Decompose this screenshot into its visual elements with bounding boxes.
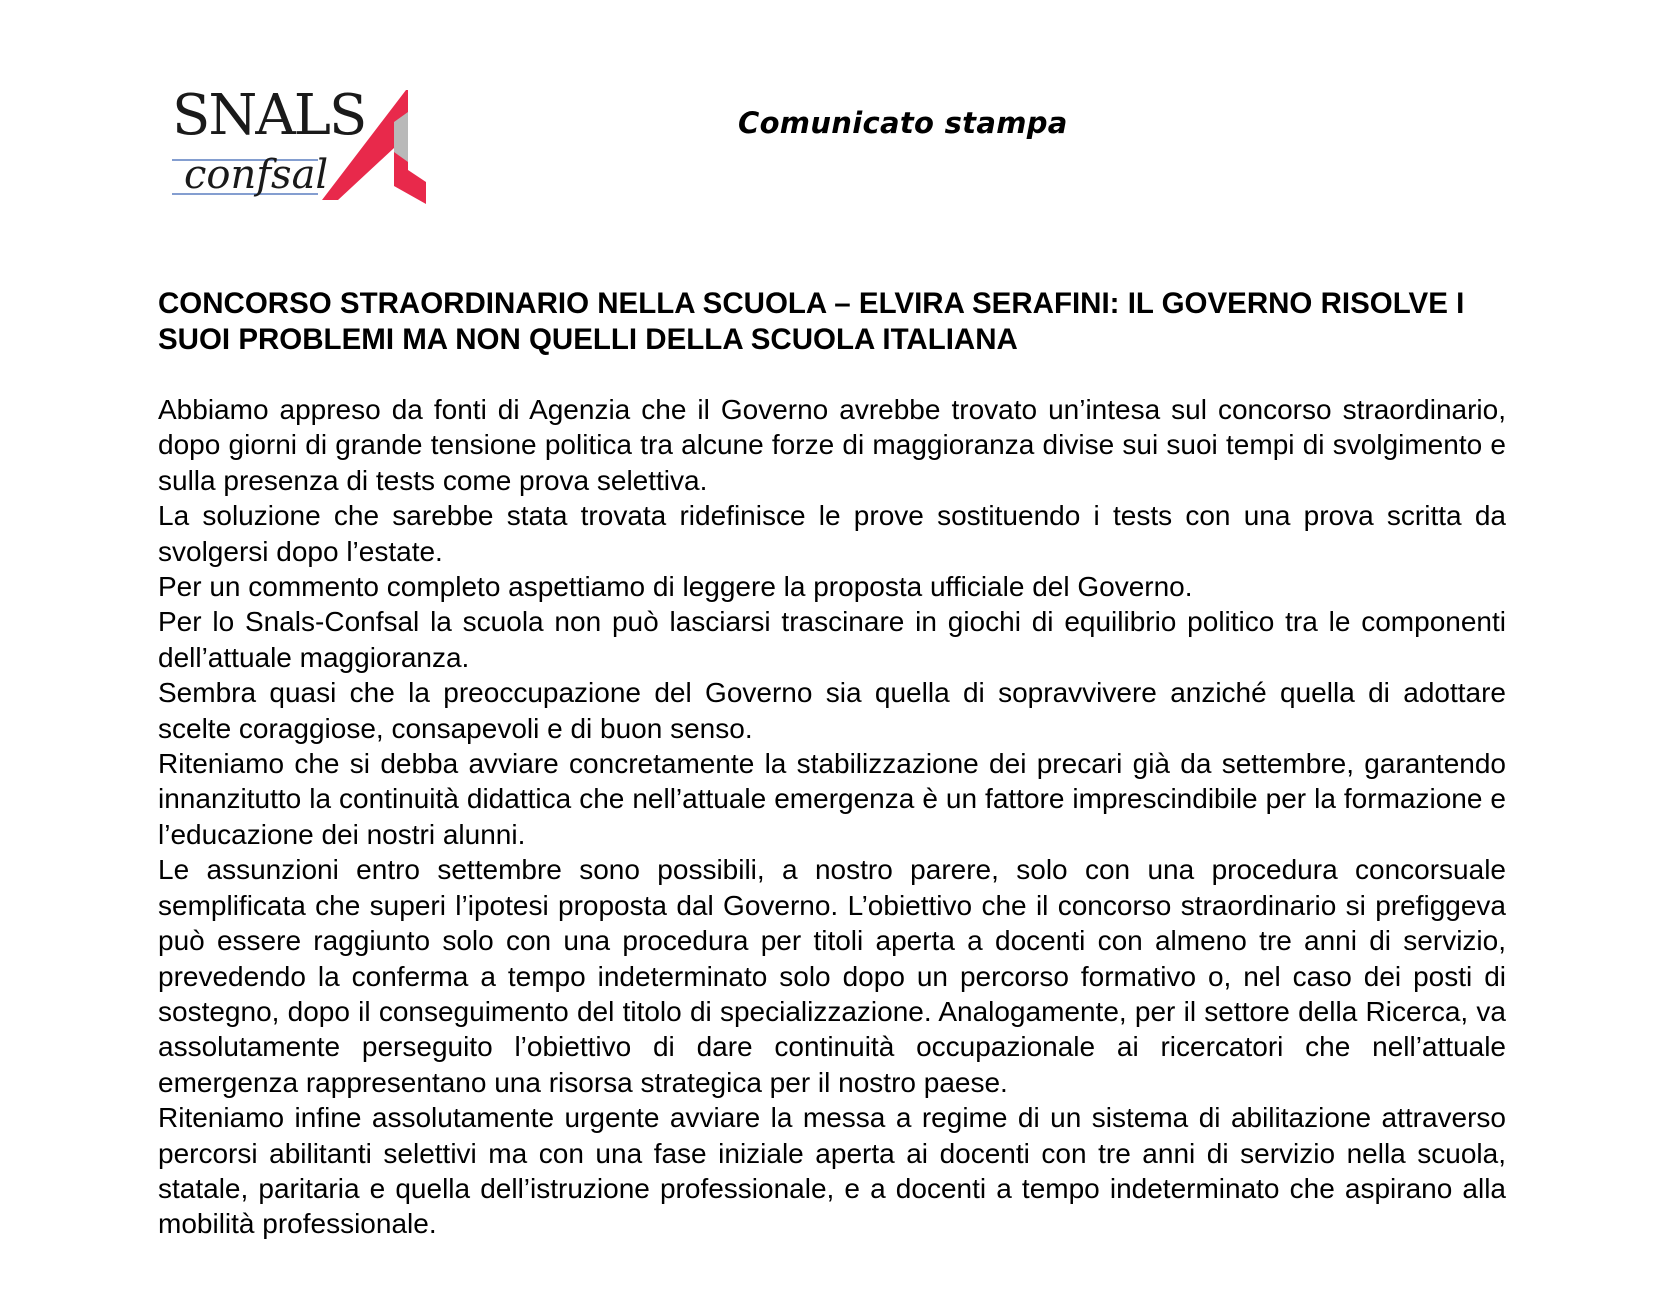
- press-release-body: [158, 392, 1506, 1242]
- body-paragraph: Sembra quasi che la preoccupazione del Governo sia quella di sopravvivere anziché quella di adottare scelte coraggiose, consapevoli e di buon senso.: [158, 677, 1506, 744]
- body-paragraph: La soluzione che sarebbe stata trovata ridefinisce le prove sostituendo i tests con una prova scritta da svolgersi dopo l’estate.: [158, 500, 1506, 567]
- press-release-headline: CONCORSO STRAORDINARIO NELLA SCUOLA – ELVIRA SERAFINI: IL GOVERNO RISOLVE I SUOI PROBLEMI MA NON QUELLI DELLA SCUOLA ITALIANA: [158, 287, 1465, 356]
- body-paragraph: Le assunzioni entro settembre sono possibili, a nostro parere, solo con una procedura concorsuale semplificata che superi l’ipotesi proposta dal Governo. L’obiettivo che il concorso straordinario si prefiggeva può essere raggiunto solo con una procedura per titoli aperta a docenti con almeno tre anni di servizio, prevedendo la conferma a tempo indeterminato solo dopo un percorso formativo o, nel caso dei posti di sostegno, dopo il conseguimento del titolo di specializzazione. Analogamente, per il settore della Ricerca, va assolutamente perseguito l’obiettivo di dare continuità occupazionale ai ricercatori che nell’attuale emergenza rappresentano una risorsa strategica per il nostro paese.: [158, 854, 1506, 1098]
- body-paragraph: Per lo Snals-Confsal la scuola non può lasciarsi trascinare in giochi di equilibrio politico tra le componenti dell’attuale maggioranza.: [158, 606, 1506, 673]
- body-paragraph: Riteniamo che si debba avviare concretamente la stabilizzazione dei precari già da settembre, garantendo innanzitutto la continuità didattica che nell’attuale emergenza è un fattore imprescindibile per la formazione e l’educazione dei nostri alunni.: [158, 748, 1506, 850]
- body-paragraph: Abbiamo appreso da fonti di Agenzia che il Governo avrebbe trovato un’intesa sul concorso straordinario, dopo giorni di grande tensione politica tra alcune forze di maggioranza divise sui suoi tempi di svolgimento e sulla presenza di tests come prova selettiva.: [158, 394, 1506, 496]
- logo-wordmark-snals: SNALS: [172, 83, 366, 148]
- logo-wordmark-confsal: confsal: [184, 152, 329, 198]
- body-paragraph: Per un commento completo aspettiamo di leggere la proposta ufficiale del Governo.: [158, 571, 1193, 603]
- snals-confsal-logo: [168, 82, 448, 214]
- logo-graphic: [168, 82, 448, 214]
- body-paragraph: Riteniamo infine assolutamente urgente avviare la messa a regime di un sistema di abilitazione attraverso percorsi abilitanti selettivi ma con una fase iniziale aperta ai docenti con tre anni di servizio nella scuola, statale, paritaria e quella dell’istruzione professionale, e a docenti a tempo indeterminato che aspirano alla mobilità professionale.: [158, 1102, 1506, 1240]
- document-type-label: Comunicato stampa: [738, 106, 1068, 140]
